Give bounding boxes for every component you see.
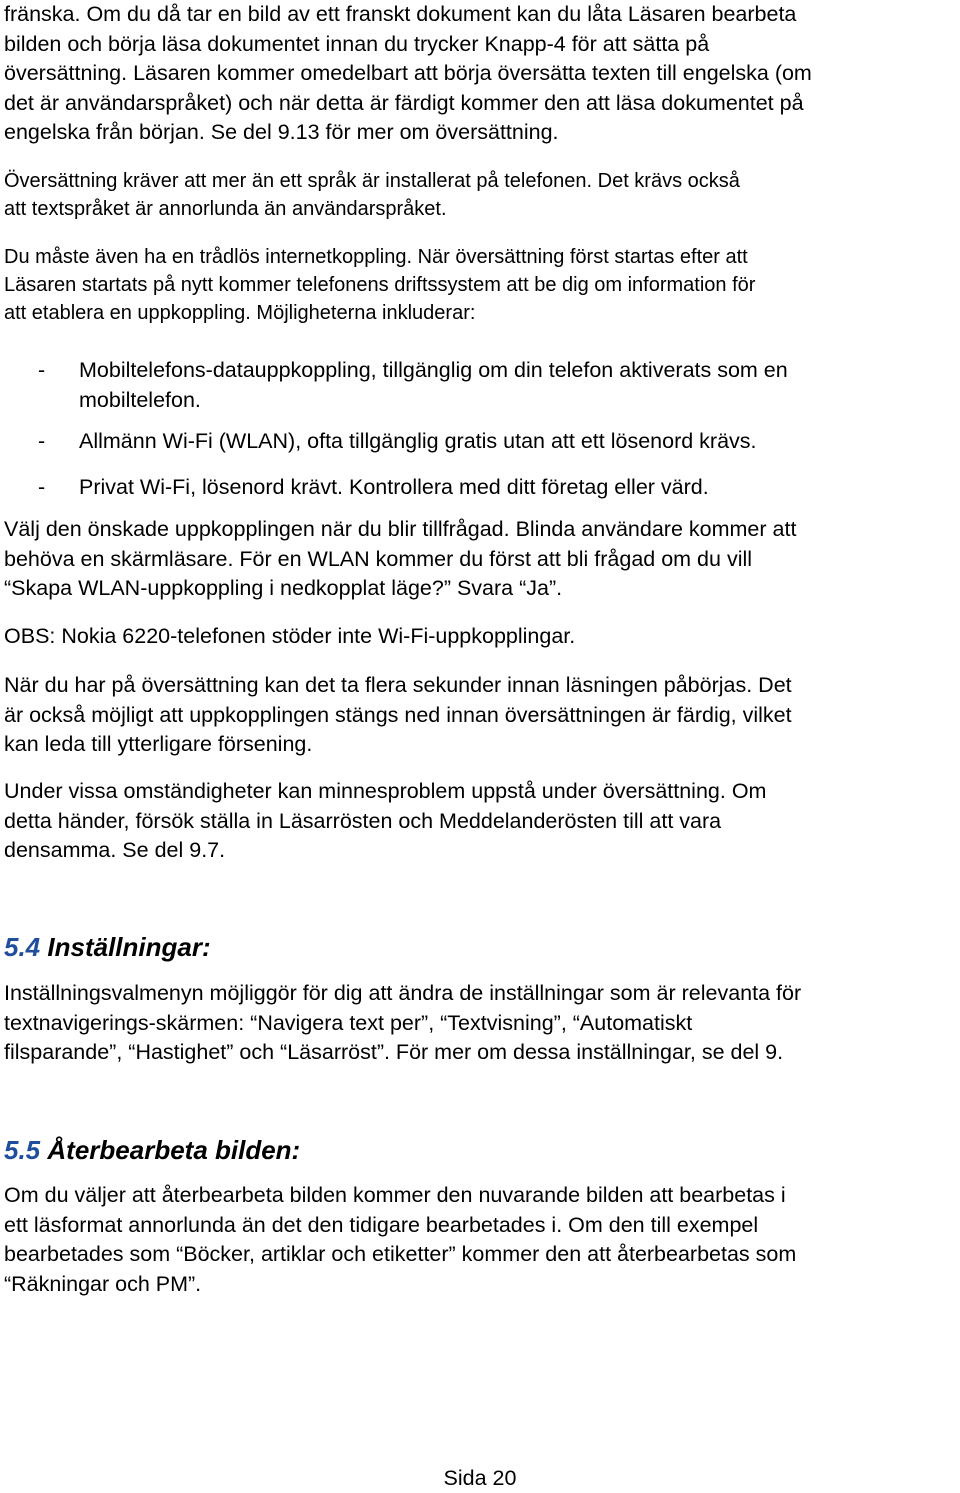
- list-dash: -: [38, 429, 46, 453]
- section-heading-5-4: [4, 932, 211, 963]
- page-number: Sida 20: [443, 1466, 517, 1490]
- list-dash: -: [38, 475, 46, 499]
- section-title: Inställningar:: [40, 932, 211, 962]
- list-item-text: Mobiltelefons-datauppkoppling, tillgänglig om din telefon aktiverats som en mobiltelefon.: [79, 358, 788, 412]
- section-title: Återbearbeta bilden:: [40, 1135, 301, 1165]
- section-number: 5.4: [4, 932, 41, 962]
- paragraph-settings: Inställningsvalmenyn möjliggör för dig att ändra de inställningar som är relevanta för textnavigerings-skärmen: “Navigera text per”, “Textvisning”, “Automatiskt filsparande”, “Hastighet” och “Läsarröst”. För mer om dessa inställningar, se del 9.: [4, 981, 802, 1064]
- paragraph-translation-delay: När du har på översättning kan det ta flera sekunder innan läsningen påbörjas. Det är också möjligt att uppkopplingen stängs ned innan översättningen är färdig, vilket kan leda till ytterligare försening.: [4, 673, 792, 756]
- paragraph-translation-requirements: Översättning kräver att mer än ett språk är installerat på telefonen. Det krävs också att textspråket är annorlunda än användarspråket.: [4, 170, 740, 220]
- list-dash: -: [38, 358, 46, 382]
- list-item-text: Privat Wi-Fi, lösenord krävt. Kontrollera med ditt företag eller värd.: [79, 475, 709, 499]
- section-number: 5.5: [4, 1135, 41, 1165]
- paragraph-memory-problems: Under vissa omständigheter kan minnesproblem uppstå under översättning. Om detta händer, försök ställa in Läsarrösten och Meddelanderösten till att vara densamma. Se del 9.7.: [4, 779, 767, 862]
- paragraph-nokia-note: OBS: Nokia 6220-telefonen stöder inte Wi-Fi-uppkopplingar.: [4, 624, 576, 648]
- list-item-text: Allmänn Wi-Fi (WLAN), ofta tillgänglig gratis utan att ett lösenord krävs.: [79, 429, 757, 453]
- paragraph-choose-connection: Välj den önskade uppkopplingen när du blir tillfrågad. Blinda användare kommer att behöva en skärmläsare. För en WLAN kommer du först att bli frågad om du vill “Skapa WLAN-uppkoppling i nedkopplat läge?” Svara “Ja”.: [4, 517, 797, 600]
- section-heading-5-5: [4, 1135, 300, 1166]
- paragraph-internet-connection: Du måste även ha en trådlös internetkoppling. När översättning först startas efter att Läsaren startats på nytt kommer telefonens driftssystem att be dig om information för att etablera en uppkoppling. Möjligheterna inkluderar:: [4, 246, 756, 324]
- paragraph-reprocess-image: Om du väljer att återbearbeta bilden kommer den nuvarande bilden att bearbetas i ett läsformat annorlunda än det den tidigare bearbetades i. Om den till exempel bearbetades som “Böcker, artiklar och etiketter” kommer den att återbearbetas som “Räkningar och PM”.: [4, 1183, 797, 1296]
- paragraph-translation-intro: fränska. Om du då tar en bild av ett franskt dokument kan du låta Läsaren bearbeta bilden och börja läsa dokumentet innan du trycker Knapp-4 för att sätta på översättning. Läsaren kommer omedelbart att börja översätta texten till engelska (om det är användarspråket) och när detta är färdigt kommer den att läsa dokumentet på engelska från början. Se del 9.13 för mer om översättning.: [4, 2, 812, 144]
